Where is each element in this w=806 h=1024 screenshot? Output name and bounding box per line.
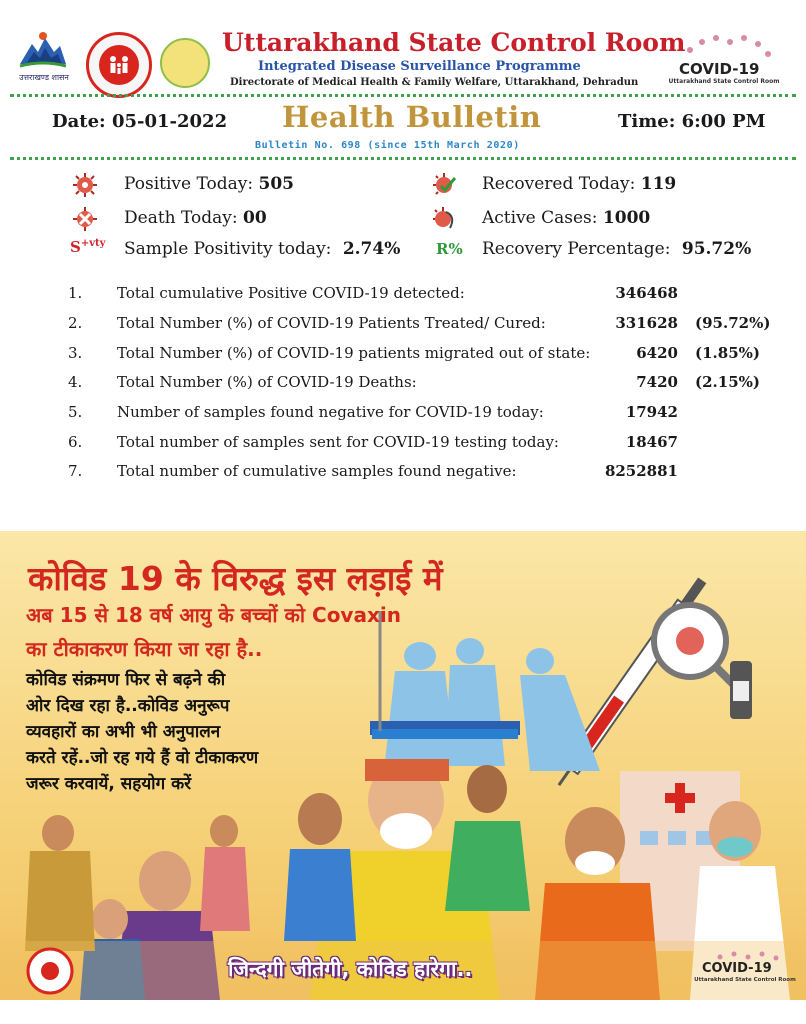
virus-active-icon [432, 206, 458, 232]
sample-positivity-icon: $S^{+vty}$ [70, 238, 106, 256]
row-value: 18467 [625, 433, 678, 451]
vaccination-poster [0, 531, 806, 1000]
page-title: Uttarakhand State Control Room [222, 28, 686, 57]
bulletin-number: Bulletin No. 698 (since 15th March 2020) [255, 140, 520, 151]
poster-body-line: व्यवहारों का अभी भी अनुपालन [26, 722, 221, 742]
poster-line3: का टीकाकरण किया जा रहा है.. [26, 637, 263, 661]
header [0, 0, 806, 96]
positive-today [124, 174, 294, 194]
poster-slogan: जिन्दगी जीतेगी, कोविड हारेगा.. [228, 957, 473, 981]
recovery-percentage-label: Recovery Percentage: [482, 239, 671, 259]
covid19-logo-footer [690, 949, 800, 995]
poster-body-line: ओर दिख रहा है..कोविड अनुरूप [26, 696, 230, 716]
poster-headline: कोविड 19 के विरुद्ध इस लड़ाई में [28, 559, 443, 598]
row-number: 3. [68, 344, 83, 362]
table-row [0, 314, 806, 338]
poster-body-line: जरूर करवायें, सहयोग करें [26, 774, 192, 794]
row-description: Number of samples found negative for COVID-19 today: [117, 403, 544, 421]
death-today [124, 208, 267, 228]
row-number: 6. [68, 433, 83, 451]
recovery-percentage-icon: R% [436, 240, 463, 258]
row-percentage: (95.72%) [695, 314, 771, 332]
sample-positivity-label: Sample Positivity today: [124, 239, 332, 259]
covid19-logo [664, 34, 784, 90]
virus-death-icon [72, 206, 98, 232]
sample-positivity-value: 2.74% [342, 239, 401, 259]
bulletin-title: Health Bulletin [282, 100, 542, 134]
recovery-percentage-value: 95.72% [681, 239, 752, 259]
national-health-mission-logo [86, 32, 152, 98]
row-percentage: (1.85%) [695, 344, 760, 362]
directorate-line: Directorate of Medical Health & Family Welfare, Uttarakhand, Dehradun [230, 77, 639, 88]
row-description: Total number of cumulative samples found negative: [117, 462, 517, 480]
row-number: 7. [68, 462, 83, 480]
recovery-percentage [482, 239, 751, 259]
table-row [0, 373, 806, 397]
table-row [0, 284, 806, 308]
poster-body-line: कोविड संक्रमण फिर से बढ़ने की [26, 670, 226, 690]
bulletin-date: Date: 05-01-2022 [52, 111, 228, 132]
covid19-footer-logo-text: COVID-19 [702, 961, 772, 976]
table-row [0, 344, 806, 368]
row-description: Total number of samples sent for COVID-19 testing today: [117, 433, 559, 451]
virus-positive-icon [72, 172, 98, 198]
covid19-logo-text: COVID-19 [679, 60, 760, 78]
virus-recovered-icon [432, 172, 458, 198]
row-description: Total Number (%) of COVID-19 Patients Treated/ Cured: [117, 314, 546, 332]
recovered-today [482, 174, 676, 194]
poster-body-line: करते रहें..जो रह गये हैं वो टीकाकरण [26, 748, 259, 768]
table-row [0, 462, 806, 486]
row-value: 346468 [615, 284, 678, 302]
header-divider [10, 94, 796, 97]
row-value: 6420 [636, 344, 678, 362]
poster-line2: अब 15 से 18 वर्ष आयु के बच्चों को Covaxin [26, 603, 401, 627]
active-cases [482, 208, 650, 228]
active-cases-value: 1000 [602, 208, 651, 228]
row-description: Total cumulative Positive COVID-19 detected: [117, 284, 465, 302]
row-number: 2. [68, 314, 83, 332]
active-cases-label: Active Cases: [482, 208, 598, 228]
row-description: Total Number (%) of COVID-19 Deaths: [117, 373, 417, 391]
row-number: 4. [68, 373, 83, 391]
row-value: 7420 [636, 373, 678, 391]
table-row [0, 403, 806, 427]
recovered-today-value: 119 [640, 174, 677, 194]
positive-today-value: 505 [258, 174, 294, 194]
sample-positivity [124, 239, 400, 259]
covid19-logo-subtext: Uttarakhand State Control Room [668, 78, 780, 85]
date-divider [10, 157, 796, 160]
row-number: 5. [68, 403, 83, 421]
programme-subtitle: Integrated Disease Surveillance Programme [258, 59, 581, 74]
idsp-logo [160, 38, 210, 88]
row-value: 8252881 [604, 462, 678, 480]
death-today-label: Death Today: [124, 208, 238, 228]
positive-today-label: Positive Today: [124, 174, 254, 194]
row-percentage: (2.15%) [695, 373, 760, 391]
uk-logo-caption: उत्तराखण्ड शासन [19, 73, 69, 82]
row-number: 1. [68, 284, 83, 302]
death-today-value: 00 [243, 208, 267, 228]
row-description: Total Number (%) of COVID-19 patients migrated out of state: [117, 344, 591, 362]
table-row [0, 433, 806, 457]
row-value: 17942 [625, 403, 678, 421]
uttarakhand-govt-logo [18, 30, 68, 70]
row-value: 331628 [615, 314, 678, 332]
covid19-footer-logo-subtext: Uttarakhand State Control Room [694, 977, 796, 983]
bulletin-time: Time: 6:00 PM [618, 111, 766, 132]
recovered-today-label: Recovered Today: [482, 174, 636, 194]
